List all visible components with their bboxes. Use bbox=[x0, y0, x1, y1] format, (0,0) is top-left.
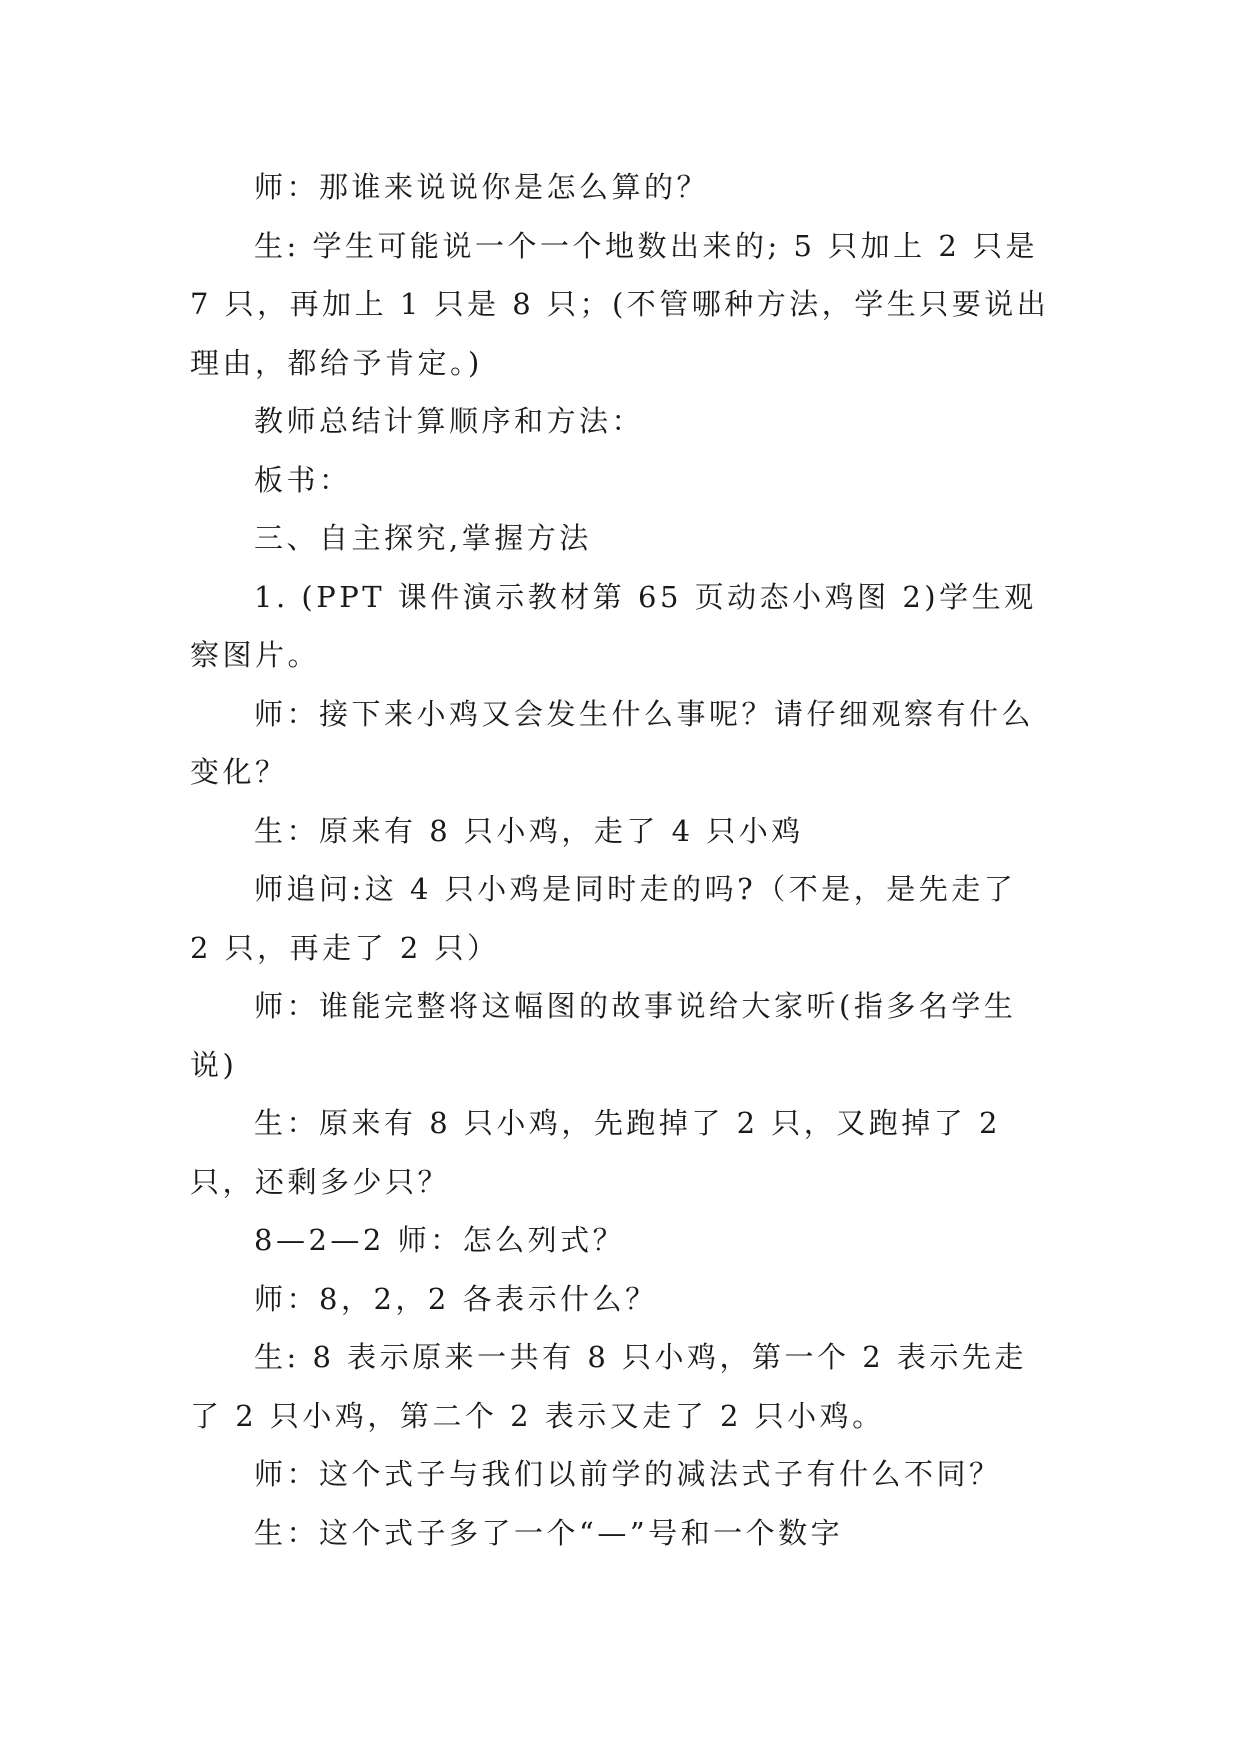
paragraph-student-story: 生：原来有 8 只小鸡，先跑掉了 2 只，又跑掉了 2 只，还剩多少只？ bbox=[190, 1106, 1001, 1199]
paragraph-student-meaning: 生: 8 表示原来一共有 8 只小鸡，第一个 2 表示先走了 2 只小鸡，第二个 2 表示又走了 2 只小鸡。 bbox=[190, 1340, 1027, 1433]
paragraph-ppt-demo: 1. (PPT 课件演示教材第 65 页动态小鸡图 2)学生观察图片。 bbox=[190, 579, 1037, 672]
paragraph-teacher-meaning: 师：8，2，2 各表示什么？ bbox=[254, 1281, 658, 1316]
paragraph-teacher-observe: 师：接下来小鸡又会发生什么事呢？请仔细观察有什么变化？ bbox=[190, 696, 1035, 789]
paragraph-student-difference: 生：这个式子多了一个“—”号和一个数字 bbox=[254, 1515, 844, 1550]
document-body bbox=[190, 158, 1050, 1562]
paragraph-teacher-story: 师：谁能完整将这幅图的故事说给大家听(指多名学生说) bbox=[190, 989, 1017, 1082]
paragraph-teacher-question-how: 师：那谁来说说你是怎么算的？ bbox=[254, 170, 710, 204]
paragraph-student-counting: 生: 学生可能说一个一个地数出来的; 5 只加上 2 只是 7 只，再加上 1 只是 8 只；(不管哪种方法，学生只要说出理由，都给予肯定。) bbox=[190, 228, 1050, 380]
paragraph-teacher-summary: 教师总结计算顺序和方法： bbox=[254, 404, 645, 438]
paragraph-teacher-difference: 师：这个式子与我们以前学的减法式子有什么不同？ bbox=[254, 1457, 1002, 1491]
paragraph-section-heading: 三、自主探究,掌握方法 bbox=[254, 521, 592, 555]
paragraph-teacher-followup: 师追问:这 4 只小鸡是同时走的吗?（不是，是先走了 2 只，再走了 2 只） bbox=[190, 872, 1017, 965]
paragraph-blackboard: 板书： bbox=[254, 462, 352, 497]
paragraph-student-answer-chicks: 生：原来有 8 只小鸡，走了 4 只小鸡 bbox=[254, 813, 804, 848]
paragraph-equation: 8—2—2 师：怎么列式？ bbox=[254, 1223, 626, 1257]
